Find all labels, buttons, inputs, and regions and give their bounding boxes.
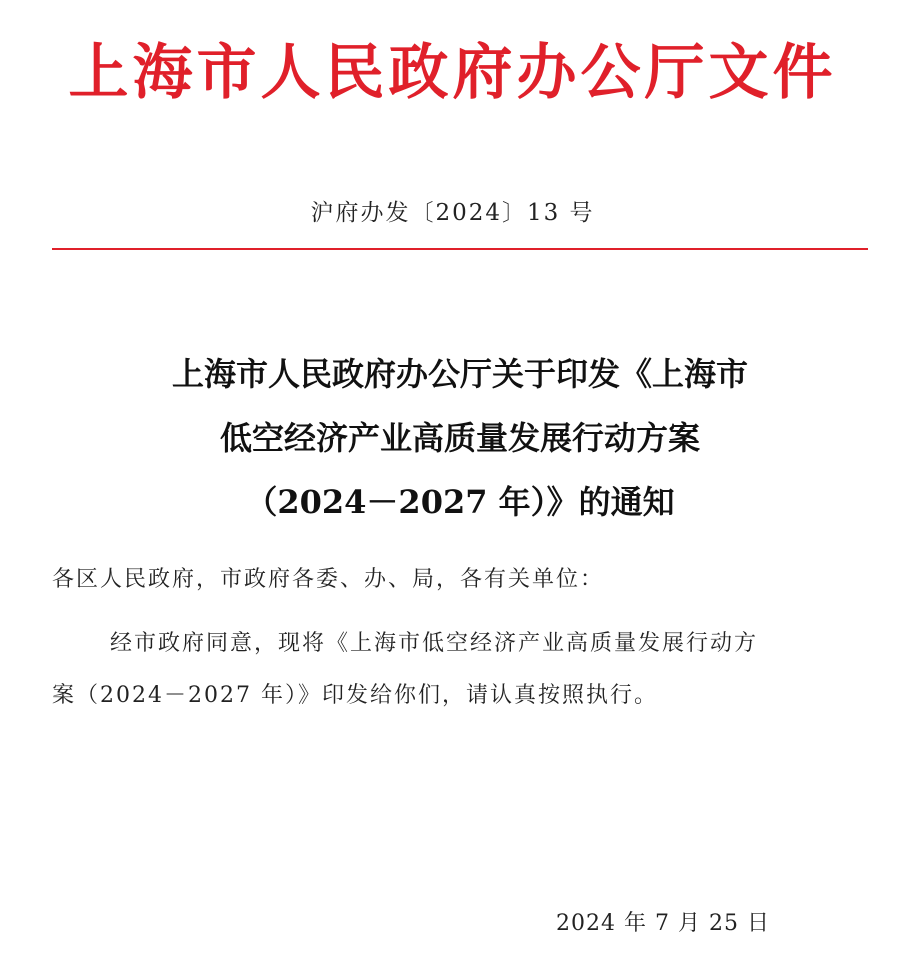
body-line-2: 案（2024－2027 年）》印发给你们，请认真按照执行。	[52, 683, 658, 708]
notice-title-line-1: 上海市人民政府办公厅关于印发《上海市	[171, 355, 748, 393]
notice-title-line-2: 低空经济产业高质量发展行动方案	[219, 419, 700, 457]
notice-title	[52, 342, 868, 534]
red-separator-line	[52, 248, 868, 250]
masthead-title: 上海市人民政府办公厅文件	[68, 38, 837, 108]
notice-title-line-3: （2024－2027 年）》的通知	[245, 483, 675, 521]
issue-date: 2024 年 7 月 25 日	[556, 911, 770, 936]
document-number: 沪府办发〔2024〕13 号	[310, 200, 595, 226]
body-paragraph	[52, 618, 868, 722]
salutation: 各区人民政府，市政府各委、办、局，各有关单位：	[52, 567, 605, 592]
body-line-1: 经市政府同意，现将《上海市低空经济产业高质量发展行动方	[110, 631, 759, 656]
